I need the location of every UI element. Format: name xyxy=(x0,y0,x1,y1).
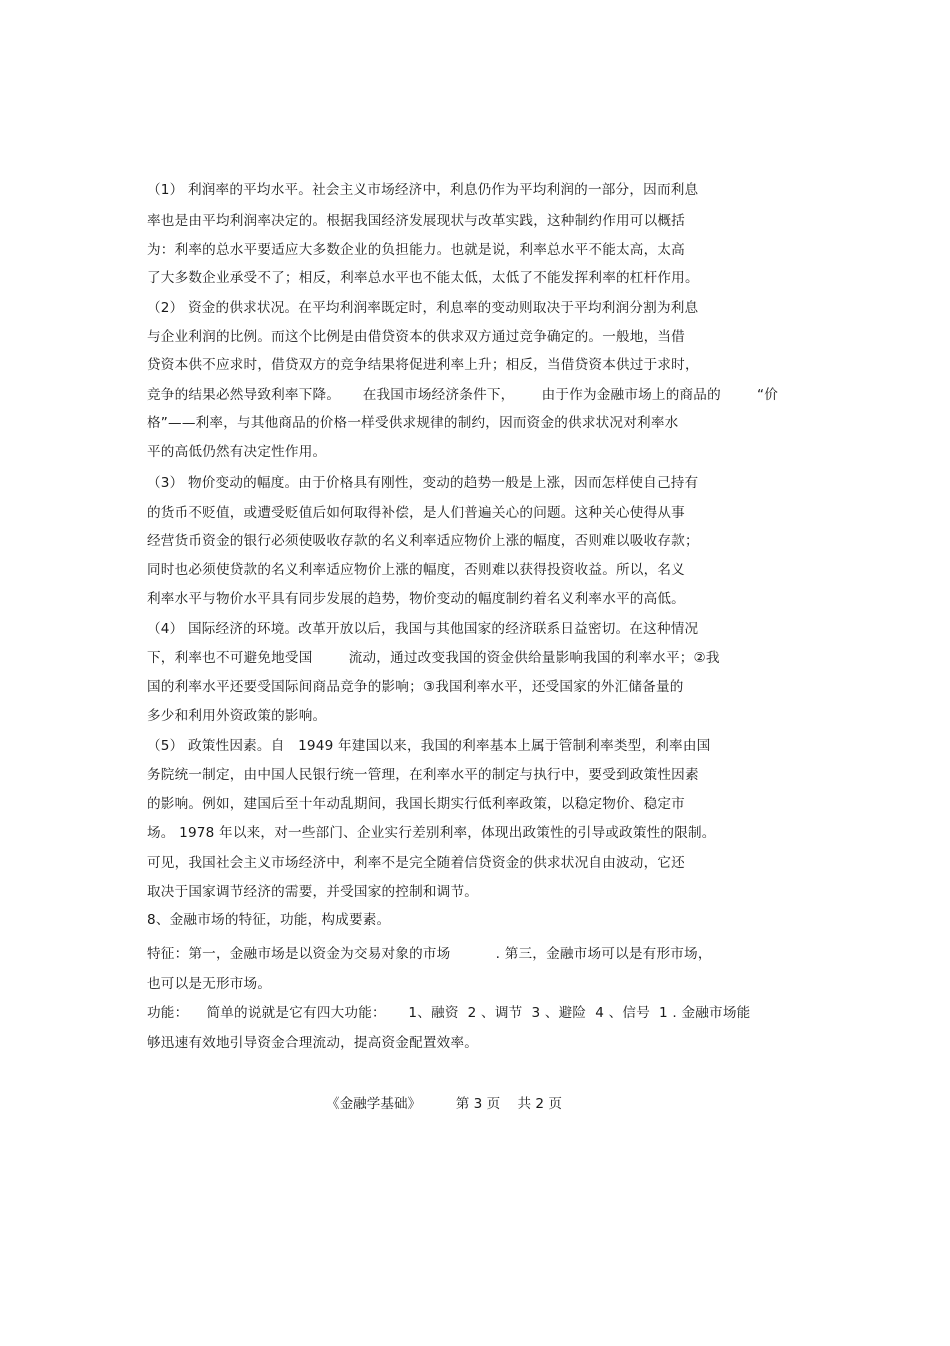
text-line: 国的利率水平还要受国际间商品竞争的影响；③我国利率水平，还受国家的外汇储备量的 xyxy=(147,679,684,695)
text-line: 率也是由平均利润率决定的。根据我国经济发展现状与改革实践，这种制约作用可以概括 xyxy=(147,213,685,229)
text-line: 贷资本供不应求时，借贷双方的竞争结果将促进利率上升；相反，当借贷资本供过于求时， xyxy=(147,357,699,373)
text-line: 格”——利率，与其他商品的价格一样受供求规律的制约，因而资金的供求状况对利率水 xyxy=(147,415,679,431)
text-line: 可见，我国社会主义市场经济中，利率不是完全随着信贷资金的供求状况自由波动，它还 xyxy=(147,855,685,871)
page-footer: 《金融学基础》 第 3 页 共 2 页 xyxy=(326,1096,562,1112)
text-line: 利率水平与物价水平具有同步发展的趋势，物价变动的幅度制约着名义利率水平的高低。 xyxy=(147,591,685,607)
text-line: 为：利率的总水平要适应大多数企业的负担能力。也就是说，利率总水平不能太高，太高 xyxy=(147,242,685,258)
text-line: 也可以是无形市场。 xyxy=(147,976,272,992)
text-line: 功能： 简单的说就是它有四大功能： 1、融资 2 、调节 3 、避险 4 、信号 1 . 金融市场能 xyxy=(147,1005,751,1021)
text-line: （5） 政策性因素。自 1949 年建国以来，我国的利率基本上属于管制利率类型，利率由国 xyxy=(147,738,711,754)
text-line: （4） 国际经济的环境。改革开放以后，我国与其他国家的经济联系日益密切。在这种情况 xyxy=(147,621,699,637)
text-line: 竞争的结果必然导致利率下降。 在我国市场经济条件下， 由于作为金融市场上的商品的 “价 xyxy=(147,387,779,403)
text-line: 取决于国家调节经济的需要，并受国家的控制和调节。 xyxy=(147,884,479,900)
text-line: （2） 资金的供求状况。在平均利润率既定时，利息率的变动则取决于平均利润分割为利息 xyxy=(147,300,699,316)
text-line: 平的高低仍然有决定性作用。 xyxy=(147,444,327,460)
text-line: 的影响。例如，建国后至十年动乱期间，我国长期实行低利率政策，以稳定物价、稳定市 xyxy=(147,796,685,812)
text-line: 经营货币资金的银行必须使吸收存款的名义利率适应物价上涨的幅度，否则难以吸收存款； xyxy=(147,533,699,549)
text-line: 下，利率也不可避免地受国 流动，通过改变我国的资金供给量影响我国的利率水平；②我 xyxy=(147,650,720,666)
text-line: 了大多数企业承受不了；相反，利率总水平也不能太低，太低了不能发挥利率的杠杆作用。 xyxy=(147,270,699,286)
text-line: 场。 1978 年以来，对一些部门、企业实行差别利率，体现出政策性的引导或政策性的限制。 xyxy=(147,825,716,841)
text-line: 务院统一制定，由中国人民银行统一管理，在利率水平的制定与执行中，要受到政策性因素 xyxy=(147,767,699,783)
text-line: （1） 利润率的平均水平。社会主义市场经济中，利息仍作为平均利润的一部分，因而利息 xyxy=(147,182,699,198)
text-line: （3） 物价变动的幅度。由于价格具有刚性，变动的趋势一般是上涨，因而怎样使自己持有 xyxy=(147,475,699,491)
text-line: 与企业利润的比例。而这个比例是由借贷资本的供求双方通过竞争确定的。一般地，当借 xyxy=(147,329,685,345)
text-line: 多少和利用外资政策的影响。 xyxy=(147,708,327,724)
text-line: 的货币不贬值，或遭受贬值后如何取得补偿，是人们普遍关心的问题。这种关心使得从事 xyxy=(147,505,685,521)
text-line: 同时也必须使贷款的名义利率适应物价上涨的幅度，否则难以获得投资收益。所以，名义 xyxy=(147,562,685,578)
text-line: 特征：第一，金融市场是以资金为交易对象的市场 . 第三，金融市场可以是有形市场， xyxy=(147,946,712,962)
text-line: 够迅速有效地引导资金合理流动，提高资金配置效率。 xyxy=(147,1035,479,1051)
section-heading: 8、金融市场的特征，功能，构成要素。 xyxy=(147,912,391,928)
